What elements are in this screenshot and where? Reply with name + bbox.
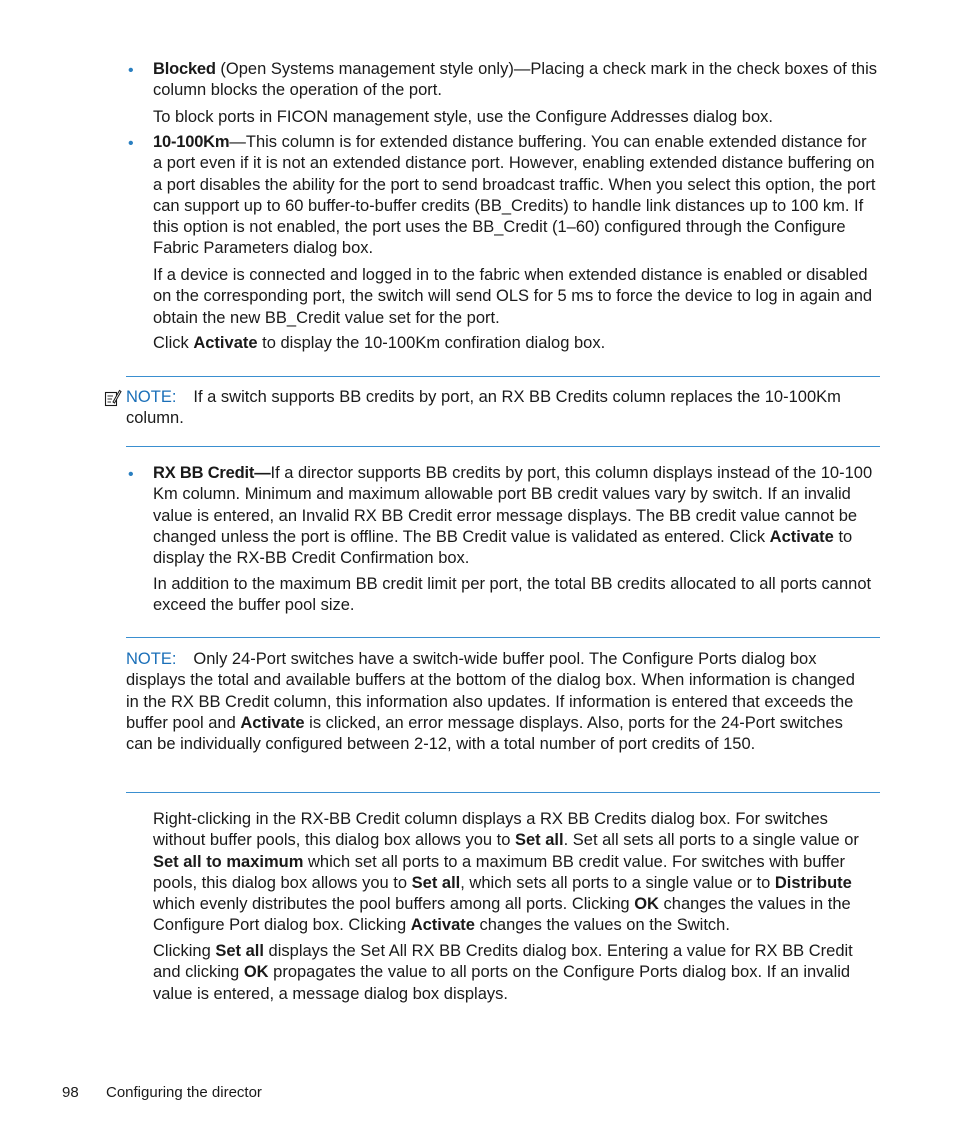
body-paragraph-2 (153, 941, 878, 1005)
km-sub2-post: to display the 10-100Km confiration dialog box. (257, 334, 606, 352)
bullet-marker: • (128, 62, 134, 79)
note-bottom-rule (126, 446, 880, 447)
ui-distribute: Distribute (774, 873, 852, 892)
ui-activate: Activate (410, 916, 475, 935)
body1-text: which set all ports to a maximum BB credit value. For switches with buffer pools, this dialog box allows you to (153, 852, 846, 892)
ui-activate: Activate (193, 334, 258, 352)
note-2-text-1: Only 24-Port switches have a switch-wide buffer pool. The Configure Ports dialog box displays the total and available buffers at the bottom of the dialog box. When information is changed in the RX BB Credit column, this information also updates. If information is entered that exceeds the buffer pool and (126, 650, 855, 732)
ui-set-all-to-maximum: Set all to maximum (153, 852, 304, 871)
km-text: —This column is for extended distance buffering. You can enable extended distance for a port even if it is not an extended distance port. However, enabling extended distance buffering on a port disables the ability for the port to send broadcast traffic. When you select this option, the port can support up to 60 buffer-to-buffer credits (BB_Credits) to handle link distances up to 100 km. If this option is not enabled, the port uses the BB_Credit (1–60) configured through the Configure Fabric Parameters dialog box. (153, 133, 876, 258)
body1-text: Right-clicking in the RX-BB Credit column displays a RX BB Credits dialog box. For switches without buffer pools, this dialog box allows you to (153, 810, 828, 850)
body1-text: which evenly distributes the pool buffers among all ports. Clicking (153, 895, 635, 914)
footer-section-title: Configuring the director (106, 1084, 262, 1101)
body2-text: displays the Set All RX BB Credits dialog box. Entering a value for RX BB Credit and clicking (153, 942, 853, 982)
rx-paragraph (153, 463, 878, 569)
km-sub-paragraph-2 (153, 333, 878, 354)
ui-activate: Activate (769, 527, 834, 546)
ui-ok: OK (243, 963, 269, 982)
note-pencil-icon (104, 389, 122, 407)
term-10-100km: 10-100Km (153, 133, 230, 151)
body2-text: propagates the value to all ports on the Configure Ports dialog box. If an invalid value is entered, a message dialog box displays. (153, 963, 851, 1003)
body2-text: Clicking (153, 942, 216, 960)
ui-ok: OK (634, 895, 659, 914)
note-label: NOTE: (126, 650, 177, 668)
body-paragraph-1 (153, 809, 878, 937)
note-1 (126, 387, 871, 430)
rx-sub-paragraph: In addition to the maximum BB credit limit per port, the total BB credits allocated to all ports cannot exceed the buffer pool size. (153, 575, 872, 615)
km-sub-paragraph-1: If a device is connected and logged in to the fabric when extended distance is enabled or disabled on the corresponding port, the switch will send OLS for 5 ms to force the device to log in again and obtain the new BB_Credit value set for the port. (153, 266, 873, 327)
ui-set-all: Set all (515, 831, 564, 850)
note-top-rule (126, 376, 880, 377)
bullet-marker: • (128, 466, 134, 483)
blocked-text: (Open Systems management style only)—Placing a check mark in the check boxes of this column blocks the operation of the port. (153, 60, 878, 100)
body1-text: changes the values in the Configure Port dialog box. Clicking (153, 895, 851, 935)
page-number: 98 (62, 1084, 79, 1101)
term-rx-bb-credit: RX BB Credit— (153, 464, 271, 482)
rx-text: If a director supports BB credits by port, this column displays instead of the 10-100 Km column. Minimum and maximum allowable port BB credit values vary by switch. If an invalid value is entered, an Invalid RX BB Credit error message displays. The BB credit value cannot be changed unless the port is offline. The BB Credit value is validated as entered. Click (153, 464, 873, 546)
bullet-marker: • (128, 135, 134, 152)
body1-text: . Set all sets all ports to a single value or (563, 831, 859, 850)
blocked-paragraph (153, 59, 878, 102)
term-blocked: Blocked (153, 60, 216, 78)
km-sub2-pre: Click (153, 334, 194, 352)
ui-set-all: Set all (215, 942, 264, 960)
km-paragraph (153, 132, 878, 260)
body1-text: , which sets all ports to a single value or to (460, 873, 775, 892)
ui-activate: Activate (240, 713, 305, 732)
note-label: NOTE: (126, 388, 177, 406)
note-bottom-rule (126, 792, 880, 793)
ui-set-all: Set all (411, 873, 461, 892)
rx-text-post: to display the RX-BB Credit Confirmation box. (153, 527, 853, 568)
body1-text: changes the values on the Switch. (474, 916, 730, 935)
note-2 (126, 649, 871, 755)
blocked-sub-paragraph: To block ports in FICON management style, use the Configure Addresses dialog box. (153, 108, 773, 126)
note-top-rule (126, 637, 880, 638)
note-1-text: If a switch supports BB credits by port, an RX BB Credits column replaces the 10-100Km column. (126, 388, 841, 428)
note-2-text-2: is clicked, an error message displays. Also, ports for the 24-Port switches can be individually configured between 2-12, with a total number of port credits of 150. (126, 713, 843, 754)
